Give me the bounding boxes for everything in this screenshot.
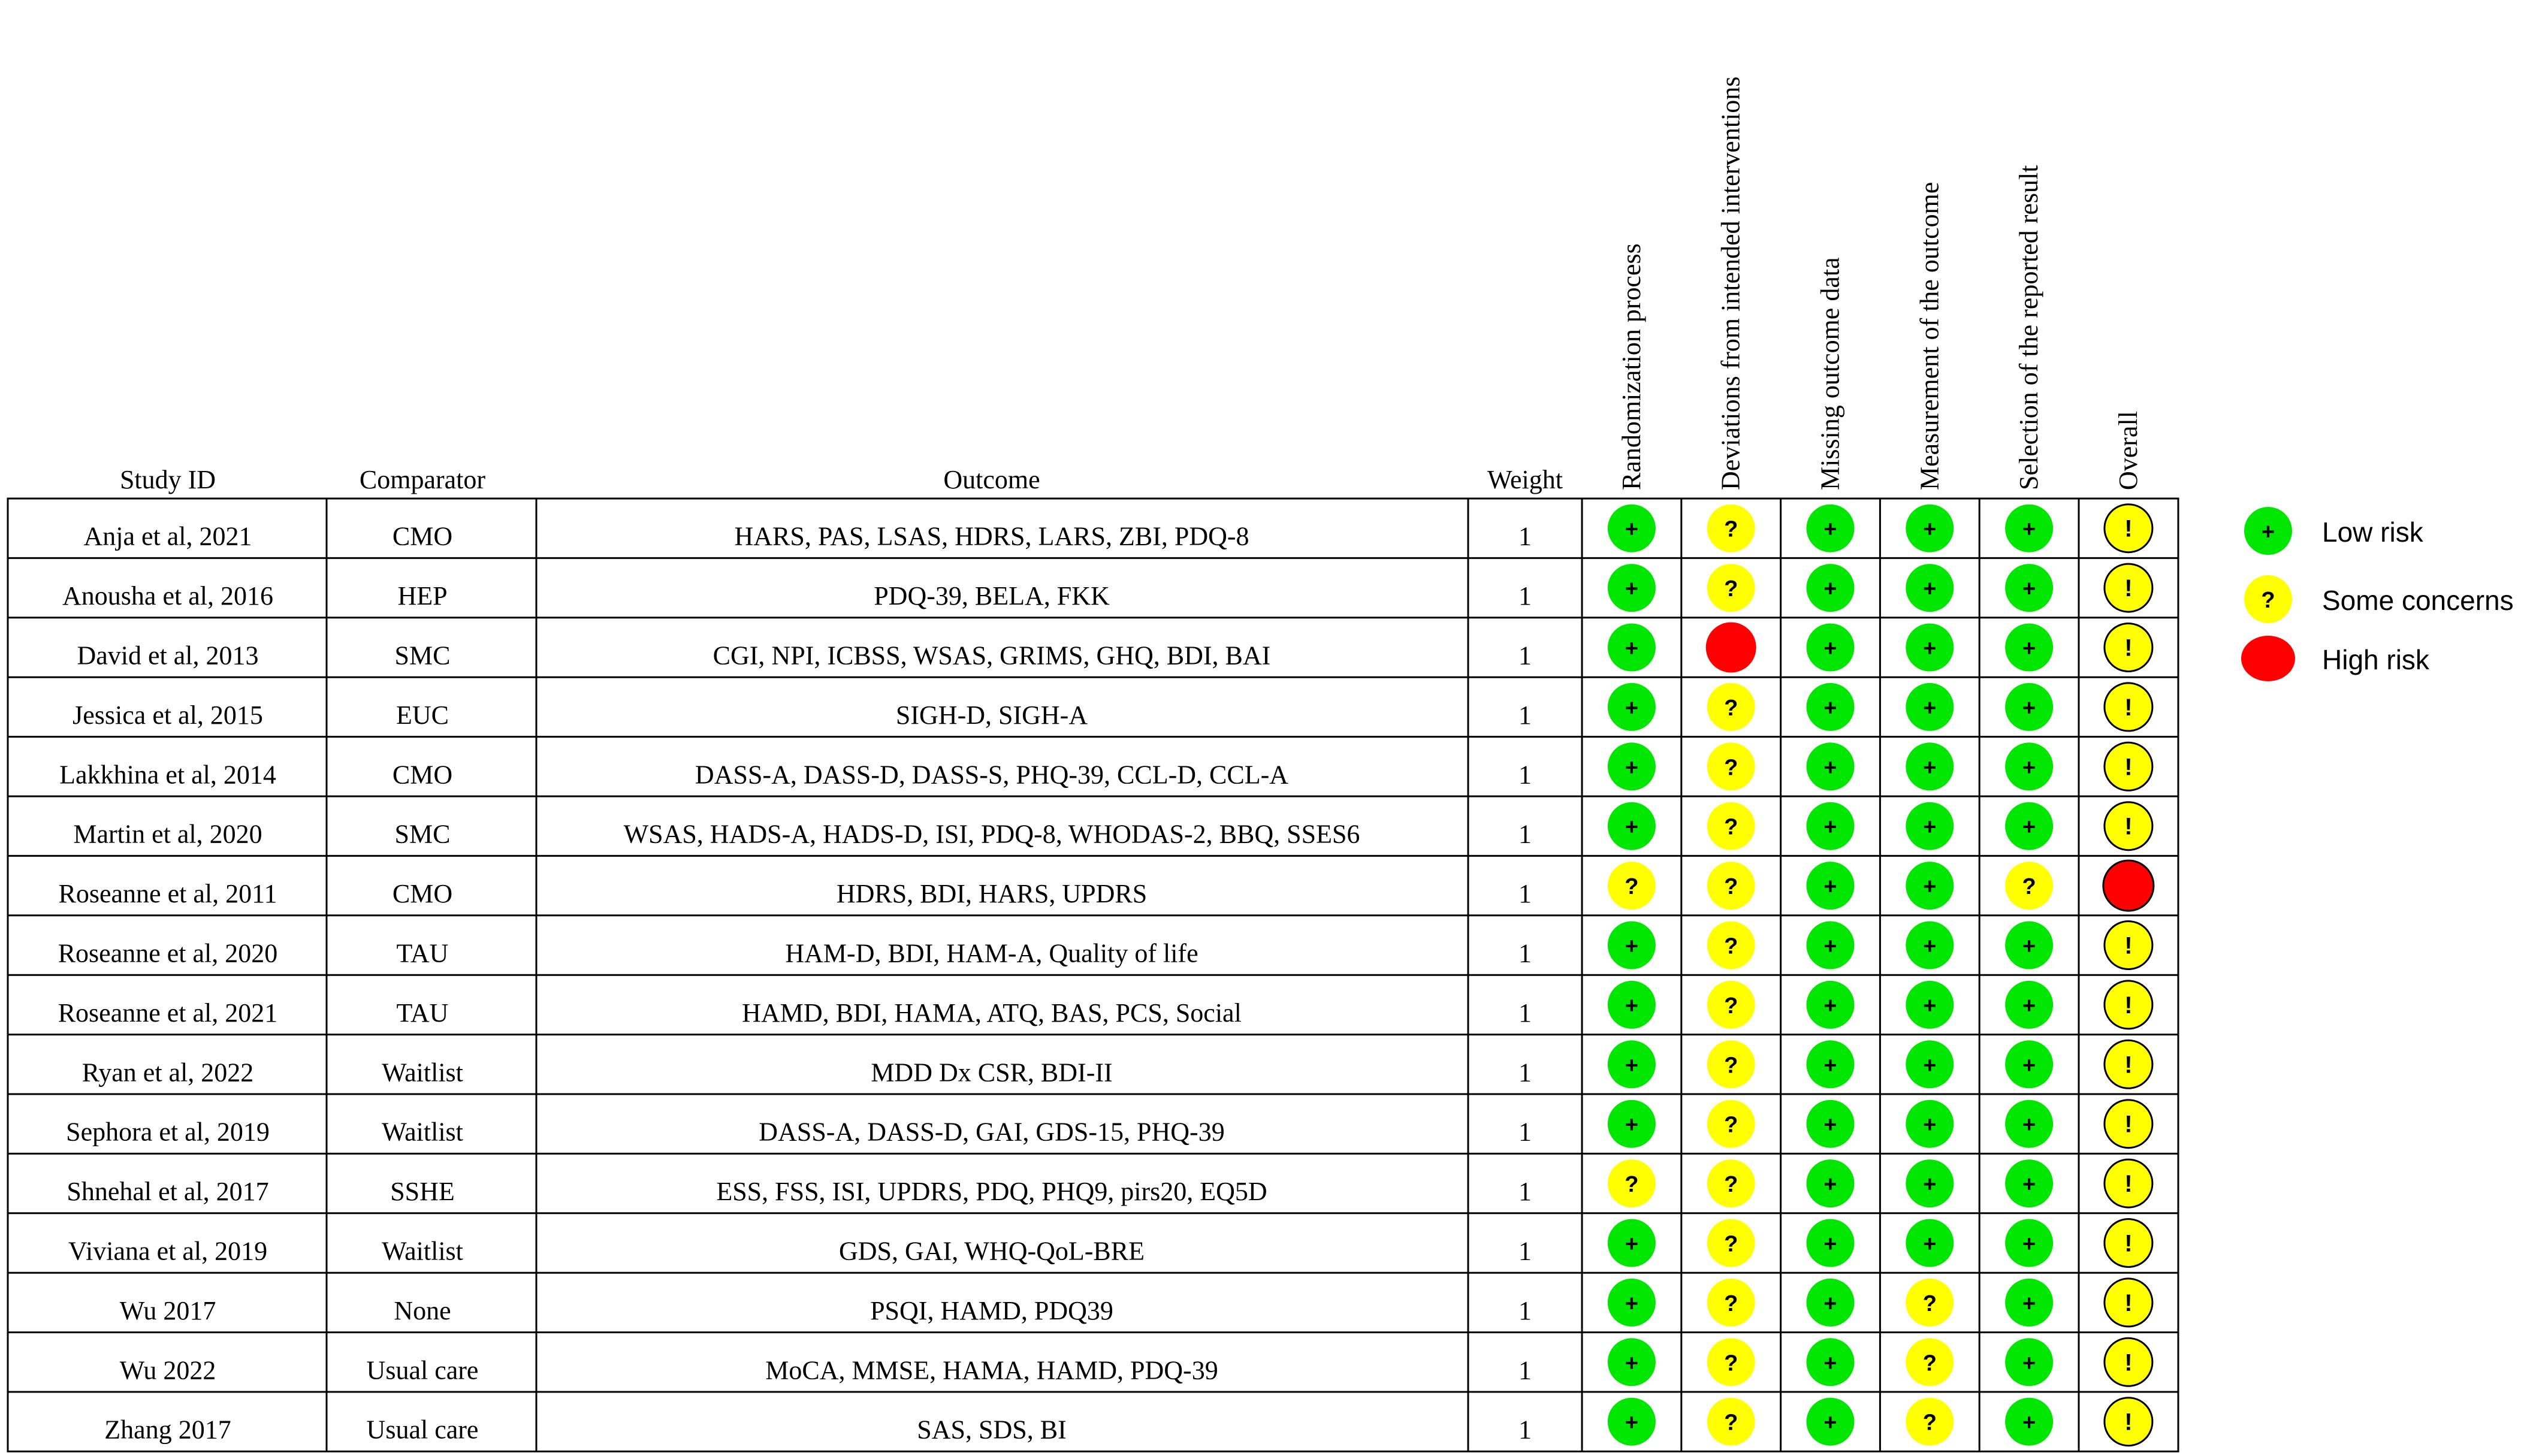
table-row <box>120 1279 2152 1327</box>
risk-symbol: ? <box>1724 1231 1738 1257</box>
risk-symbol: ? <box>2022 874 2036 900</box>
cell-outcome: WSAS, HADS-A, HADS-D, ISI, PDQ-8, WHODAS-2, BBQ, SSES6 <box>623 819 1360 849</box>
risk-high-icon <box>1706 623 1756 673</box>
cell-study: Roseanne et al, 2021 <box>58 998 278 1028</box>
risk-low-icon <box>1807 862 1855 910</box>
risk-symbol: ! <box>2124 813 2133 840</box>
risk-low-icon <box>2005 742 2053 790</box>
risk-symbol: + <box>1625 636 1639 661</box>
risk-symbol: + <box>1823 1410 1837 1436</box>
risk-low-icon <box>2005 1040 2053 1088</box>
risk-high-icon <box>2103 860 2154 911</box>
cell-comparator: None <box>394 1295 451 1325</box>
risk-low-icon <box>1906 1159 1954 1207</box>
risk-symbol: + <box>1823 1053 1837 1079</box>
risk-some-icon <box>1608 862 1656 910</box>
risk-symbol: + <box>1923 874 1937 900</box>
risk-low-icon <box>2005 802 2053 850</box>
risk-low-icon <box>2005 683 2053 731</box>
risk-symbol: + <box>1625 755 1639 781</box>
risk-some-icon <box>1707 1219 1755 1267</box>
table-headers <box>120 465 1563 494</box>
risk-low-icon <box>1906 1100 1954 1148</box>
table-row <box>73 802 2152 850</box>
legend-item-some <box>2244 575 2514 623</box>
risk-symbol: + <box>1823 1291 1837 1316</box>
table-row <box>77 623 2152 673</box>
domain-headers <box>1617 77 2143 490</box>
legend-symbol: ? <box>2261 588 2275 613</box>
legend <box>2241 507 2514 681</box>
cell-comparator: TAU <box>396 938 449 968</box>
table-row <box>66 1100 2152 1148</box>
risk-symbol: ! <box>2124 1349 2133 1376</box>
risk-symbol: + <box>2022 516 2036 542</box>
risk-low-icon <box>2005 1279 2053 1327</box>
table-row <box>58 922 2152 969</box>
risk-low-icon <box>1807 1279 1855 1327</box>
risk-symbol: + <box>2022 1410 2036 1436</box>
table-row <box>73 683 2152 731</box>
risk-symbol: ! <box>2124 1409 2133 1436</box>
risk-overall-some-icon <box>2105 1159 2152 1207</box>
cell-study: Shnehal et al, 2017 <box>67 1177 269 1207</box>
cell-weight: 1 <box>1518 938 1532 968</box>
risk-symbol: + <box>2022 934 2036 959</box>
risk-symbol: + <box>1923 934 1937 959</box>
risk-symbol: ? <box>1724 576 1738 602</box>
risk-symbol: ! <box>2124 575 2133 602</box>
risk-low-icon <box>1807 1159 1855 1207</box>
cell-comparator: CMO <box>392 760 453 790</box>
risk-some-icon <box>1707 802 1755 850</box>
risk-symbol: + <box>1823 516 1837 542</box>
table-row <box>83 505 2152 552</box>
risk-symbol: ? <box>1724 814 1738 840</box>
risk-low-icon <box>1906 742 1954 790</box>
risk-low-icon <box>1807 1040 1855 1088</box>
cell-comparator: SSHE <box>390 1177 455 1207</box>
risk-symbol: + <box>1625 1291 1639 1316</box>
risk-symbol: + <box>2022 1112 2036 1138</box>
risk-symbol: + <box>1823 1172 1837 1198</box>
cell-comparator: SMC <box>394 819 451 849</box>
risk-low-icon <box>1906 922 1954 969</box>
risk-symbol: + <box>2022 636 2036 661</box>
cell-weight: 1 <box>1518 1355 1532 1385</box>
legend-label: Low risk <box>2322 516 2423 548</box>
risk-symbol: + <box>1923 516 1937 542</box>
risk-low-icon <box>2005 1338 2053 1386</box>
risk-low-icon <box>1608 742 1656 790</box>
risk-low-icon <box>2005 1398 2053 1446</box>
risk-symbol: ? <box>1724 874 1738 900</box>
risk-symbol: + <box>1923 576 1937 602</box>
risk-symbol: + <box>1823 1112 1837 1138</box>
risk-symbol: ? <box>1625 1172 1639 1198</box>
risk-symbol: + <box>1625 934 1639 959</box>
risk-low-icon <box>1807 564 1855 612</box>
risk-low-icon <box>1807 624 1855 672</box>
cell-outcome: CGI, NPI, ICBSS, WSAS, GRIMS, GHQ, BDI, BAI <box>712 641 1271 670</box>
risk-symbol: + <box>1923 1053 1937 1079</box>
risk-symbol: ? <box>1724 1351 1738 1376</box>
risk-low-icon <box>1608 624 1656 672</box>
table-row <box>58 981 2152 1029</box>
risk-overall-some-icon <box>2105 1279 2152 1327</box>
domain-header: Selection of the reported result <box>2014 165 2044 490</box>
cell-outcome: DASS-A, DASS-D, GAI, GDS-15, PHQ-39 <box>759 1117 1225 1147</box>
cell-weight: 1 <box>1518 1177 1532 1207</box>
risk-overall-some-icon <box>2105 1398 2152 1446</box>
risk-symbol: + <box>1625 993 1639 1019</box>
risk-some-icon <box>1707 505 1755 552</box>
table-row <box>59 742 2152 790</box>
risk-low-icon <box>1906 862 1954 910</box>
risk-symbol: ! <box>2124 932 2133 959</box>
cell-comparator: Usual care <box>366 1415 479 1445</box>
risk-some-icon <box>1906 1338 1954 1386</box>
table-row <box>67 1159 2152 1207</box>
risk-some-icon <box>1707 981 1755 1029</box>
risk-symbol: ? <box>1724 1053 1738 1079</box>
risk-symbol: + <box>1625 1112 1639 1138</box>
legend-label: High risk <box>2322 644 2429 675</box>
risk-symbol: ! <box>2124 694 2133 721</box>
risk-symbol: + <box>1823 1231 1837 1257</box>
risk-low-icon <box>1807 742 1855 790</box>
cell-outcome: HAM-D, BDI, HAM-A, Quality of life <box>785 938 1198 968</box>
risk-some-icon <box>1707 683 1755 731</box>
risk-low-icon <box>1906 564 1954 612</box>
cell-study: Anja et al, 2021 <box>83 521 252 551</box>
legend-item-high <box>2241 636 2430 681</box>
risk-low-icon <box>1807 1100 1855 1148</box>
risk-symbol: ? <box>1922 1291 1937 1316</box>
risk-symbol: + <box>1923 814 1937 840</box>
table-row <box>120 1338 2152 1386</box>
risk-overall-some-icon <box>2105 742 2152 790</box>
risk-symbol: ! <box>2124 992 2133 1019</box>
risk-some-icon <box>1707 1159 1755 1207</box>
risk-low-icon <box>1906 1040 1954 1088</box>
risk-some-icon <box>1707 564 1755 612</box>
risk-low-icon <box>1906 505 1954 552</box>
risk-symbol: ! <box>2124 635 2133 661</box>
risk-symbol: ? <box>1922 1351 1937 1376</box>
cell-study: Viviana et al, 2019 <box>68 1236 268 1266</box>
risk-symbol: + <box>1625 1053 1639 1079</box>
cell-weight: 1 <box>1518 819 1532 849</box>
risk-symbol: + <box>2022 1231 2036 1257</box>
cell-comparator: CMO <box>392 521 453 551</box>
risk-overall-some-icon <box>2105 1338 2152 1386</box>
cell-study: Sephora et al, 2019 <box>66 1117 270 1147</box>
risk-symbol: + <box>1823 814 1837 840</box>
risk-low-icon <box>1906 624 1954 672</box>
risk-some-icon <box>2005 862 2053 910</box>
risk-symbol: ! <box>2124 1052 2133 1079</box>
cell-weight: 1 <box>1518 760 1532 790</box>
risk-symbol: ! <box>2124 1289 2133 1316</box>
risk-overall-some-icon <box>2105 1100 2152 1148</box>
risk-symbol: ! <box>2124 515 2133 542</box>
risk-symbol: ? <box>1724 1291 1738 1316</box>
risk-low-icon <box>2005 981 2053 1029</box>
risk-symbol: ! <box>2124 1111 2133 1138</box>
risk-low-icon <box>1807 505 1855 552</box>
cell-outcome: DASS-A, DASS-D, DASS-S, PHQ-39, CCL-D, CCL-A <box>695 760 1289 790</box>
risk-low-icon <box>1608 564 1656 612</box>
risk-low-icon <box>1608 1279 1656 1327</box>
risk-symbol: + <box>1923 1112 1937 1138</box>
risk-circle <box>1706 623 1756 673</box>
domain-header: Randomization process <box>1616 243 1646 490</box>
risk-symbol: + <box>1823 934 1837 959</box>
risk-low-icon <box>2005 1219 2053 1267</box>
risk-circle <box>2103 860 2154 911</box>
risk-overall-some-icon <box>2105 683 2152 731</box>
risk-symbol: + <box>1625 1231 1639 1257</box>
cell-outcome: HAMD, BDI, HAMA, ATQ, BAS, PCS, Social <box>742 998 1242 1028</box>
cell-weight: 1 <box>1518 1415 1532 1445</box>
table-row <box>82 1040 2152 1088</box>
risk-some-icon <box>1707 1338 1755 1386</box>
cell-outcome: MDD Dx CSR, BDI-II <box>871 1058 1113 1088</box>
cell-outcome: MoCA, MMSE, HAMA, HAMD, PDQ-39 <box>765 1355 1218 1385</box>
risk-low-icon <box>1608 1398 1656 1446</box>
risk-low-icon <box>1906 981 1954 1029</box>
table-row <box>62 564 2152 612</box>
risk-symbol: + <box>1923 993 1937 1019</box>
risk-low-icon <box>1608 1100 1656 1148</box>
cell-study: Martin et al, 2020 <box>73 819 262 849</box>
cell-comparator: HEP <box>397 581 448 611</box>
risk-low-icon <box>2005 922 2053 969</box>
risk-symbol: + <box>2022 695 2036 721</box>
risk-symbol: + <box>1625 576 1639 602</box>
cell-weight: 1 <box>1518 1058 1532 1088</box>
risk-some-icon <box>1707 1040 1755 1088</box>
cell-study: Anousha et al, 2016 <box>62 581 273 611</box>
legend-high-icon <box>2241 636 2295 681</box>
cell-outcome: HARS, PAS, LSAS, HDRS, LARS, ZBI, PDQ-8 <box>734 521 1249 551</box>
risk-symbol: ? <box>1724 934 1738 959</box>
cell-comparator: Usual care <box>366 1355 479 1385</box>
cell-study: Zhang 2017 <box>104 1415 231 1445</box>
risk-symbol: ? <box>1724 516 1738 542</box>
risk-symbol: + <box>2022 1351 2036 1376</box>
risk-low-icon <box>2005 1100 2053 1148</box>
cell-weight: 1 <box>1518 1117 1532 1147</box>
risk-symbol: + <box>2022 576 2036 602</box>
risk-low-icon <box>1608 981 1656 1029</box>
cell-study: Wu 2017 <box>119 1295 216 1325</box>
cell-weight: 1 <box>1518 581 1532 611</box>
risk-overall-some-icon <box>2105 505 2152 552</box>
header-comparator: Comparator <box>359 465 486 494</box>
cell-study: David et al, 2013 <box>77 641 259 670</box>
risk-some-icon <box>1906 1398 1954 1446</box>
risk-symbol: ? <box>1724 993 1738 1019</box>
risk-low-icon <box>1807 1398 1855 1446</box>
risk-low-icon <box>1807 802 1855 850</box>
risk-overall-some-icon <box>2105 624 2152 672</box>
risk-symbol: ! <box>2124 754 2133 781</box>
risk-symbol: + <box>1823 1351 1837 1376</box>
risk-overall-some-icon <box>2105 802 2152 850</box>
risk-symbol: ? <box>1922 1410 1937 1436</box>
cell-study: Roseanne et al, 2020 <box>58 938 278 968</box>
risk-symbol: + <box>1625 814 1639 840</box>
risk-low-icon <box>1608 1219 1656 1267</box>
risk-symbol: + <box>2022 993 2036 1019</box>
legend-label: Some concerns <box>2322 585 2514 616</box>
risk-low-icon <box>1807 922 1855 969</box>
risk-symbol: ? <box>1724 1112 1738 1138</box>
risk-symbol: + <box>2022 1053 2036 1079</box>
cell-study: Roseanne et al, 2011 <box>58 879 277 909</box>
risk-symbol: + <box>1625 516 1639 542</box>
risk-some-icon <box>1707 862 1755 910</box>
risk-low-icon <box>1608 505 1656 552</box>
risk-symbol: + <box>1823 993 1837 1019</box>
risk-symbol: + <box>1625 695 1639 721</box>
risk-symbol: + <box>2022 814 2036 840</box>
cell-outcome: HDRS, BDI, HARS, UPDRS <box>836 879 1148 909</box>
cell-outcome: SAS, SDS, BI <box>917 1415 1067 1445</box>
header-study-id: Study ID <box>119 465 216 494</box>
cell-outcome: ESS, FSS, ISI, UPDRS, PDQ, PHQ9, pirs20, EQ5D <box>716 1177 1267 1207</box>
risk-some-icon <box>1707 1279 1755 1327</box>
risk-symbol: + <box>1625 1351 1639 1376</box>
risk-some-icon <box>1707 922 1755 969</box>
cell-study: Lakkhina et al, 2014 <box>59 760 276 790</box>
risk-low-icon <box>1807 1338 1855 1386</box>
risk-low-icon <box>2005 1159 2053 1207</box>
risk-symbol: + <box>2022 755 2036 781</box>
risk-overall-some-icon <box>2105 564 2152 612</box>
risk-symbol: + <box>1923 636 1937 661</box>
risk-symbol: + <box>1823 636 1837 661</box>
table-row <box>104 1398 2152 1446</box>
risk-some-icon <box>1906 1279 1954 1327</box>
risk-low-icon <box>1906 683 1954 731</box>
risk-symbol: + <box>2022 1172 2036 1198</box>
header-outcome: Outcome <box>943 465 1040 494</box>
risk-symbol: + <box>1625 1410 1639 1436</box>
risk-symbol: ? <box>1724 1410 1738 1436</box>
risk-symbol: ? <box>1724 755 1738 781</box>
legend-item-low <box>2244 507 2424 555</box>
risk-symbol: + <box>2022 1291 2036 1316</box>
risk-low-icon <box>2005 505 2053 552</box>
cell-weight: 1 <box>1518 700 1532 730</box>
risk-low-icon <box>2005 564 2053 612</box>
risk-overall-some-icon <box>2105 1219 2152 1267</box>
cell-study: Jessica et al, 2015 <box>73 700 263 730</box>
legend-symbol: + <box>2261 519 2275 545</box>
risk-symbol: + <box>1823 755 1837 781</box>
cell-comparator: TAU <box>396 998 449 1028</box>
risk-symbol: + <box>1823 874 1837 900</box>
cell-comparator: Waitlist <box>382 1236 463 1266</box>
risk-low-icon <box>1906 802 1954 850</box>
cell-comparator: Waitlist <box>382 1117 463 1147</box>
table-row <box>68 1219 2152 1267</box>
cell-weight: 1 <box>1518 641 1532 670</box>
cell-study: Wu 2022 <box>119 1355 216 1385</box>
risk-overall-some-icon <box>2105 981 2152 1029</box>
risk-low-icon <box>1608 1338 1656 1386</box>
risk-low-icon <box>1608 922 1656 969</box>
cell-weight: 1 <box>1518 521 1532 551</box>
risk-low-icon <box>1608 1040 1656 1088</box>
cell-outcome: SIGH-D, SIGH-A <box>895 700 1088 730</box>
risk-overall-some-icon <box>2105 922 2152 969</box>
risk-some-icon <box>1707 1398 1755 1446</box>
risk-low-icon <box>1608 802 1656 850</box>
domain-header: Deviations from intended interventions <box>1716 76 1746 490</box>
cell-comparator: SMC <box>394 641 451 670</box>
domain-header: Measurement of the outcome <box>1915 182 1945 490</box>
risk-symbol: ? <box>1724 695 1738 721</box>
risk-symbol: + <box>1823 576 1837 602</box>
risk-symbol: + <box>1923 755 1937 781</box>
risk-some-icon <box>1707 1100 1755 1148</box>
risk-symbol: + <box>1923 1231 1937 1257</box>
risk-overall-some-icon <box>2105 1040 2152 1088</box>
cell-outcome: GDS, GAI, WHQ-QoL-BRE <box>838 1236 1145 1266</box>
cell-outcome: PSQI, HAMD, PDQ39 <box>870 1295 1113 1325</box>
risk-symbol: + <box>1823 695 1837 721</box>
cell-comparator: EUC <box>396 700 449 730</box>
risk-symbol: ? <box>1724 1172 1738 1198</box>
risk-symbol: ! <box>2124 1230 2133 1257</box>
cell-weight: 1 <box>1518 879 1532 909</box>
risk-some-icon <box>1608 1159 1656 1207</box>
cell-outcome: PDQ-39, BELA, FKK <box>874 581 1110 611</box>
domain-header: Missing outcome data <box>1815 257 1845 490</box>
cell-comparator: CMO <box>392 879 453 909</box>
risk-low-icon <box>1608 683 1656 731</box>
header-weight: Weight <box>1487 465 1563 494</box>
risk-low-icon <box>2005 624 2053 672</box>
risk-symbol: + <box>1923 1172 1937 1198</box>
cell-weight: 1 <box>1518 1295 1532 1325</box>
risk-low-icon <box>1906 1219 1954 1267</box>
risk-some-icon <box>1707 742 1755 790</box>
risk-low-icon <box>1807 981 1855 1029</box>
table-row <box>59 860 2154 911</box>
risk-symbol: ? <box>1625 874 1639 900</box>
domain-header: Overall <box>2113 411 2143 490</box>
cell-weight: 1 <box>1518 998 1532 1028</box>
cell-study: Ryan et al, 2022 <box>81 1058 254 1088</box>
risk-low-icon <box>1807 1219 1855 1267</box>
cell-weight: 1 <box>1518 1236 1532 1266</box>
cell-comparator: Waitlist <box>382 1058 463 1088</box>
risk-low-icon <box>1807 683 1855 731</box>
risk-symbol: + <box>1923 695 1937 721</box>
risk-symbol: ! <box>2124 1171 2133 1198</box>
